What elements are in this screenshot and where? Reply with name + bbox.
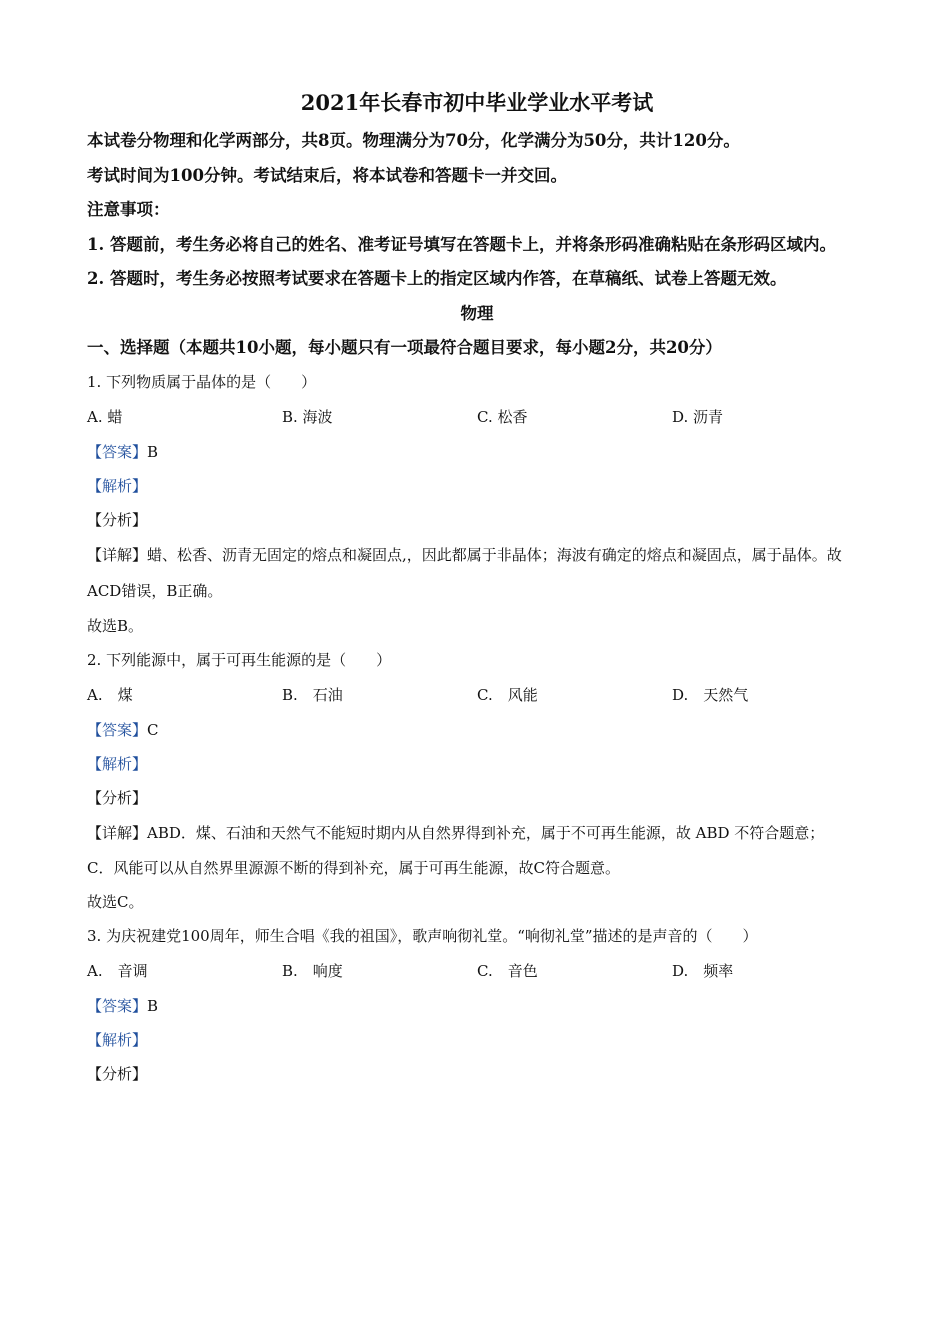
answer-value: C [147, 720, 159, 739]
fenxi-tag: 【分析】 [87, 510, 148, 529]
part-title: 一、选择题（本题共10小题，每小题只有一项最符合题目要求，每小题2分，共20分） [87, 337, 722, 357]
analysis-tag: 【解析】 [87, 1030, 148, 1049]
notice-item-2: 2. 答题时，考生务必按照考试要求在答题卡上的指定区域内作答，在草稿纸、试卷上答题无效。 [87, 269, 787, 288]
analysis-tag: 【解析】 [87, 476, 148, 495]
question-1 [87, 365, 867, 643]
intro-line: 本试卷分物理和化学两部分，共8页。物理满分为70分，化学满分为50分，共计120分。 [87, 131, 740, 150]
answer-tag: 【答案】 [87, 996, 148, 1015]
fenxi-tag: 【分析】 [87, 788, 148, 807]
option-c: C. 风能 [477, 685, 538, 704]
option-c: C. 音色 [477, 961, 538, 980]
question-2 [87, 643, 867, 919]
answer-value: B [147, 442, 159, 461]
answer-row [87, 435, 867, 469]
question-3 [87, 919, 867, 1091]
answer-row [87, 713, 867, 747]
question-stem: 3. 为庆祝建党100周年，师生合唱《我的祖国》，歌声响彻礼堂。“响彻礼堂”描述的是声音的（ ） [87, 926, 758, 945]
fenxi-tag: 【分析】 [87, 1064, 148, 1083]
extra-text: C．风能可以从自然界里源源不断的得到补充，属于可再生能源，故C符合题意。 [87, 858, 620, 877]
answer-tag: 【答案】 [87, 720, 148, 739]
notice-item-1: 1. 答题前，考生务必将自己的姓名、准考证号填写在答题卡上，并将条形码准确粘贴在条形码区域内。 [87, 234, 836, 254]
option-d: D. 天然气 [672, 685, 749, 704]
option-a: A. 音调 [87, 961, 148, 980]
answer-value: B [147, 996, 159, 1015]
section-title: 物理 [460, 303, 494, 323]
option-a: A. 煤 [87, 685, 133, 704]
detail-text: 【详解】蜡、松香、沥青无固定的熔点和凝固点,，因此都属于非晶体；海波有确定的熔点和凝固点，属于晶体。故ACD错误，B正确。 [87, 545, 842, 600]
exam-title: 2021年长春市初中毕业学业水平考试 [300, 90, 654, 115]
answer-row [87, 989, 867, 1023]
intro-line: 考试时间为100分钟。考试结束后，将本试卷和答题卡一并交回。 [87, 165, 567, 185]
exam-page [87, 86, 867, 1091]
option-a: A. 蜡 [87, 407, 123, 426]
option-b: B. 石油 [282, 685, 343, 704]
answer-tag: 【答案】 [87, 442, 148, 461]
question-stem: 1. 下列物质属于晶体的是（ ） [87, 372, 317, 391]
conclusion-text: 故选C。 [87, 892, 144, 911]
question-options [87, 399, 867, 435]
option-b: B. 海波 [282, 407, 333, 426]
question-stem: 2. 下列能源中，属于可再生能源的是（ ） [87, 650, 392, 669]
option-d: D. 沥青 [672, 407, 724, 426]
detail-text: 【详解】ABD．煤、石油和天然气不能短时期内从自然界得到补充，属于不可再生能源，故 ABD 不符合题意； [87, 823, 825, 842]
notice-heading: 注意事项： [87, 200, 170, 219]
question-options [87, 953, 867, 989]
question-options [87, 677, 867, 713]
exam-instructions [87, 124, 867, 297]
analysis-tag: 【解析】 [87, 754, 148, 773]
option-d: D. 频率 [672, 961, 734, 980]
conclusion-text: 故选B。 [87, 616, 144, 635]
option-b: B. 响度 [282, 961, 343, 980]
option-c: C. 松香 [477, 407, 528, 426]
